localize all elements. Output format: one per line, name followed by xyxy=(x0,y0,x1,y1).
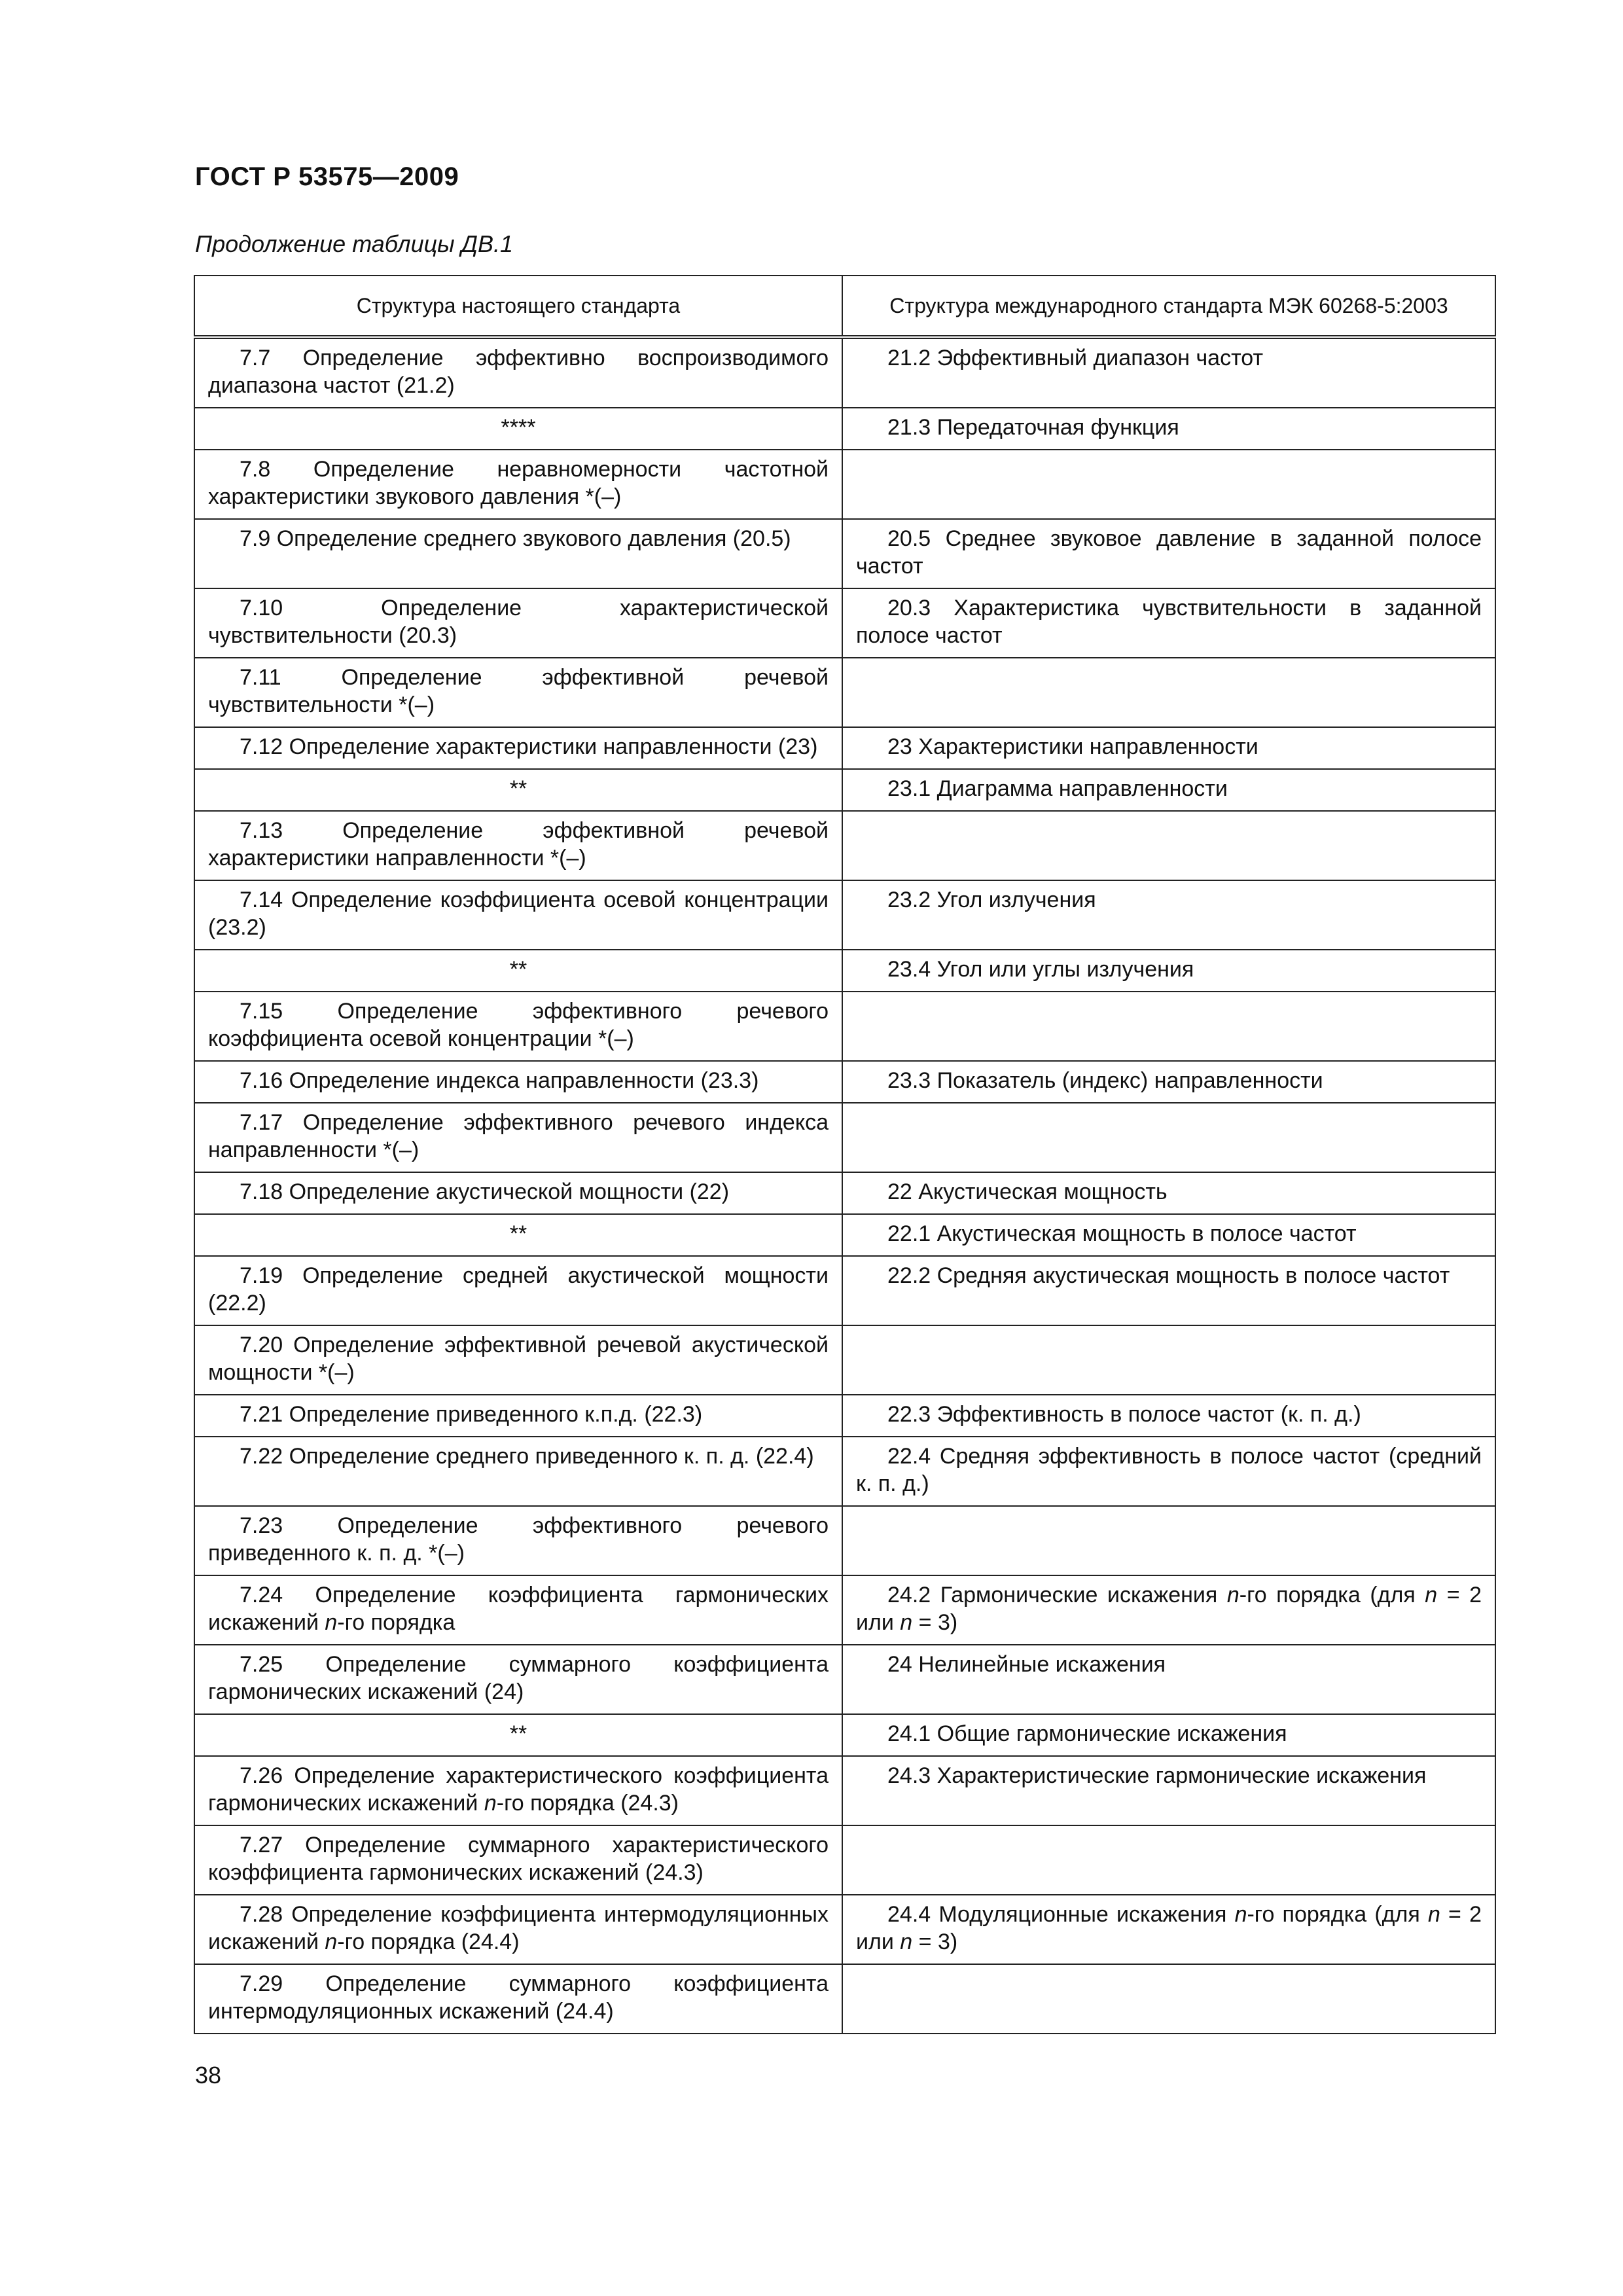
table-row xyxy=(194,880,1495,950)
cell-national-structure: ** xyxy=(194,769,842,811)
cell-international-structure: 22.4 Средняя эффективность в полосе частот (средний к. п. д.) xyxy=(842,1437,1495,1506)
cell-international-structure: 24.1 Общие гармонические искажения xyxy=(842,1714,1495,1756)
correspondence-table xyxy=(194,275,1496,2034)
cell-national-structure: 7.29 Определение суммарного коэффициента интермодуляционных искажений (24.4) xyxy=(194,1964,842,2034)
header-row xyxy=(194,276,1495,337)
cell-international-structure: 23.4 Угол или углы излучения xyxy=(842,950,1495,992)
cell-international-structure: 24 Нелинейные искажения xyxy=(842,1645,1495,1714)
cell-international-structure xyxy=(842,1825,1495,1895)
table-row xyxy=(194,811,1495,880)
cell-international-structure: 23.3 Показатель (индекс) направленности xyxy=(842,1061,1495,1103)
table-row xyxy=(194,1437,1495,1506)
column-header-national: Структура настоящего стандарта xyxy=(194,276,842,337)
cell-international-structure xyxy=(842,1964,1495,2034)
table-row xyxy=(194,1325,1495,1395)
table-row xyxy=(194,1714,1495,1756)
cell-national-structure: ** xyxy=(194,950,842,992)
table-row xyxy=(194,1825,1495,1895)
table-row xyxy=(194,769,1495,811)
cell-national-structure: 7.11 Определение эффективной речевой чувствительности *(–) xyxy=(194,658,842,727)
table-row xyxy=(194,450,1495,519)
cell-international-structure: 21.2 Эффективный диапазон частот xyxy=(842,337,1495,408)
table-caption: Продолжение таблицы ДВ.1 xyxy=(195,230,514,257)
table-row xyxy=(194,727,1495,769)
table-row xyxy=(194,1895,1495,1964)
cell-national-structure: 7.22 Определение среднего приведенного к. п. д. (22.4) xyxy=(194,1437,842,1506)
cell-national-structure: 7.20 Определение эффективной речевой акустической мощности *(–) xyxy=(194,1325,842,1395)
cell-international-structure xyxy=(842,992,1495,1061)
column-header-international: Структура международного стандарта МЭК 60268-5:2003 xyxy=(842,276,1495,337)
cell-national-structure: 7.26 Определение характеристического коэффициента гармонических искажений n-го порядка (24.3) xyxy=(194,1756,842,1825)
cell-international-structure xyxy=(842,811,1495,880)
cell-national-structure: 7.18 Определение акустической мощности (22) xyxy=(194,1172,842,1214)
table-row xyxy=(194,519,1495,588)
cell-national-structure: 7.27 Определение суммарного характеристического коэффициента гармонических искажений (24.3) xyxy=(194,1825,842,1895)
table-row xyxy=(194,658,1495,727)
page-number: 38 xyxy=(195,2062,222,2089)
cell-national-structure: 7.24 Определение коэффициента гармонических искажений n-го порядка xyxy=(194,1575,842,1645)
cell-national-structure: ** xyxy=(194,1714,842,1756)
table-row xyxy=(194,1172,1495,1214)
table-row xyxy=(194,1395,1495,1437)
table-row xyxy=(194,1214,1495,1256)
cell-international-structure: 20.3 Характеристика чувствительности в заданной полосе частот xyxy=(842,588,1495,658)
cell-international-structure xyxy=(842,658,1495,727)
table-row xyxy=(194,1061,1495,1103)
table-row xyxy=(194,1964,1495,2034)
table-row xyxy=(194,1506,1495,1575)
table-row xyxy=(194,1575,1495,1645)
cell-national-structure: **** xyxy=(194,408,842,450)
cell-international-structure xyxy=(842,1103,1495,1172)
cell-international-structure: 24.2 Гармонические искажения n-го порядка (для n = 2 или n = 3) xyxy=(842,1575,1495,1645)
cell-international-structure xyxy=(842,450,1495,519)
cell-national-structure: 7.14 Определение коэффициента осевой концентрации (23.2) xyxy=(194,880,842,950)
table-row xyxy=(194,337,1495,408)
table-row xyxy=(194,1256,1495,1325)
table-row xyxy=(194,1103,1495,1172)
cell-international-structure xyxy=(842,1325,1495,1395)
cell-national-structure: 7.21 Определение приведенного к.п.д. (22.3) xyxy=(194,1395,842,1437)
table-row xyxy=(194,992,1495,1061)
cell-national-structure: 7.25 Определение суммарного коэффициента гармонических искажений (24) xyxy=(194,1645,842,1714)
table-body xyxy=(194,337,1495,2034)
cell-international-structure: 23.1 Диаграмма направленности xyxy=(842,769,1495,811)
cell-national-structure: 7.8 Определение неравномерности частотной характеристики звукового давления *(–) xyxy=(194,450,842,519)
cell-national-structure: ** xyxy=(194,1214,842,1256)
cell-national-structure: 7.9 Определение среднего звукового давления (20.5) xyxy=(194,519,842,588)
table-row xyxy=(194,588,1495,658)
cell-international-structure: 21.3 Передаточная функция xyxy=(842,408,1495,450)
cell-international-structure: 24.3 Характеристические гармонические искажения xyxy=(842,1756,1495,1825)
table-row xyxy=(194,1756,1495,1825)
table-row xyxy=(194,408,1495,450)
cell-international-structure xyxy=(842,1506,1495,1575)
cell-national-structure: 7.7 Определение эффективно воспроизводимого диапазона частот (21.2) xyxy=(194,337,842,408)
cell-international-structure: 22.3 Эффективность в полосе частот (к. п. д.) xyxy=(842,1395,1495,1437)
cell-national-structure: 7.17 Определение эффективного речевого индекса направленности *(–) xyxy=(194,1103,842,1172)
table-row xyxy=(194,1645,1495,1714)
cell-national-structure: 7.10 Определение характеристической чувствительности (20.3) xyxy=(194,588,842,658)
cell-international-structure: 23.2 Угол излучения xyxy=(842,880,1495,950)
document-title: ГОСТ Р 53575—2009 xyxy=(195,162,459,191)
cell-national-structure: 7.16 Определение индекса направленности (23.3) xyxy=(194,1061,842,1103)
cell-national-structure: 7.15 Определение эффективного речевого коэффициента осевой концентрации *(–) xyxy=(194,992,842,1061)
cell-international-structure: 22.1 Акустическая мощность в полосе частот xyxy=(842,1214,1495,1256)
table-header xyxy=(194,276,1495,337)
cell-national-structure: 7.23 Определение эффективного речевого приведенного к. п. д. *(–) xyxy=(194,1506,842,1575)
cell-international-structure: 22 Акустическая мощность xyxy=(842,1172,1495,1214)
cell-national-structure: 7.12 Определение характеристики направленности (23) xyxy=(194,727,842,769)
cell-international-structure: 23 Характеристики направленности xyxy=(842,727,1495,769)
cell-national-structure: 7.19 Определение средней акустической мощности (22.2) xyxy=(194,1256,842,1325)
cell-national-structure: 7.13 Определение эффективной речевой характеристики направленности *(–) xyxy=(194,811,842,880)
table-row xyxy=(194,950,1495,992)
cell-international-structure: 22.2 Средняя акустическая мощность в полосе частот xyxy=(842,1256,1495,1325)
cell-national-structure: 7.28 Определение коэффициента интермодуляционных искажений n-го порядка (24.4) xyxy=(194,1895,842,1964)
cell-international-structure: 24.4 Модуляционные искажения n-го порядка (для n = 2 или n = 3) xyxy=(842,1895,1495,1964)
cell-international-structure: 20.5 Среднее звуковое давление в заданной полосе частот xyxy=(842,519,1495,588)
